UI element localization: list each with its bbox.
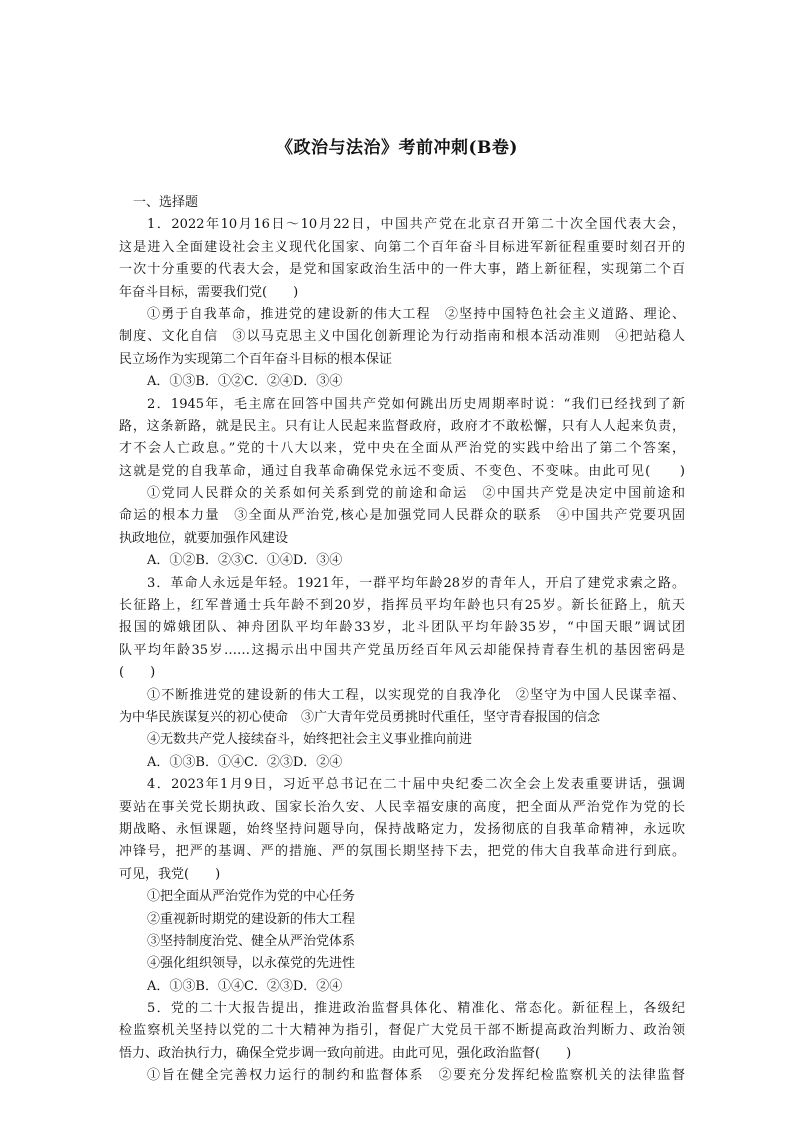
question-4-line: 要站在事关党长期执政、国家长治久安、人民幸福安康的高度，把全面从严治党作为党的长 bbox=[119, 799, 685, 815]
question-2-option-line: ①党同人民群众的关系如何关系到党的前途和命运 ②中国共产党是决定中国前途和 bbox=[147, 486, 685, 502]
question-2-answers: A．①②B．②③C．①④D．③④ bbox=[147, 553, 343, 569]
question-1-line: 1．2022年10月16日～10月22日，中国共产党在北京召开第二十次全国代表大会， bbox=[147, 217, 685, 233]
question-5-option-line: ①旨在健全完善权力运行的制约和监督体系 ②要充分发挥纪检监察机关的法律监督 bbox=[147, 1068, 685, 1084]
document-body bbox=[119, 192, 685, 1088]
question-4-option: ④强化组织领导，以永葆党的先进性 bbox=[147, 956, 356, 972]
question-4-answers: A．①③B．①④C．②③D．②④ bbox=[147, 978, 343, 994]
question-1-line: 年奋斗目标，需要我们党( ) bbox=[119, 284, 299, 300]
question-5-line: 检监察机关坚持以党的二十大精神为指引，督促广大党员干部不断提高政治判断力、政治领 bbox=[119, 1023, 685, 1039]
question-4-option: ③坚持制度治党、健全从严治党体系 bbox=[147, 933, 356, 949]
question-4-line: 可见，我党( ) bbox=[119, 866, 221, 882]
question-3-line: 3．革命人永远是年轻。1921年，一群平均年龄28岁的青年人，开启了建党求索之路。 bbox=[147, 575, 685, 591]
question-1-line: 一次十分重要的代表大会，是党和国家政治生活中的一件大事，踏上新征程，实现第二个百 bbox=[119, 262, 685, 278]
question-3-answers: A．①③B．①④C．②③D．②④ bbox=[147, 754, 343, 770]
question-4-line: 期战略、永恒课题，始终坚持问题导向，保持战略定力，发扬彻底的自我革命精神，永远吹 bbox=[119, 821, 685, 837]
question-2-line: 这就是党的自我革命，通过自我革命确保党永远不变质、不变色、不变味。由此可见( ) bbox=[119, 463, 685, 479]
question-1-option-line: 民立场作为实现第二个百年奋斗目标的根本保证 bbox=[119, 351, 393, 367]
question-1-answers: A．①③B．①②C．②④D．③④ bbox=[147, 374, 343, 390]
question-3-line: 报国的嫦娥团队、神舟团队平均年龄33岁，北斗团队平均年龄35岁，“中国天眼”调试团 bbox=[119, 620, 685, 636]
question-4-line: 冲锋号，把严的基调、严的措施、严的氛围长期坚持下去，把党的伟大自我革命进行到底。 bbox=[119, 844, 685, 860]
question-3-option-line: ④无数共产党人接续奋斗，始终把社会主义事业推向前进 bbox=[147, 732, 473, 748]
question-1-option-line: ①勇于自我革命，推进党的建设新的伟大工程 ②坚持中国特色社会主义道路、理论、 bbox=[147, 306, 685, 322]
question-1-line: 这是进入全面建设社会主义现代化国家、向第二个百年奋斗目标进军新征程重要时刻召开的 bbox=[119, 239, 685, 255]
question-2-line: 才不会人亡政息。”党的十八大以来，党中央在全面从严治党的实践中给出了第二个答案， bbox=[119, 441, 685, 457]
question-5-line: 悟力、政治执行力，确保全党步调一致向前进。由此可见，强化政治监督( ) bbox=[119, 1045, 572, 1061]
question-2-line: 2．1945年，毛主席在回答中国共产党如何跳出历史周期率时说：“我们已经找到了新 bbox=[147, 396, 685, 412]
question-2-option-line: 命运的根本力量 ③全面从严治党,核心是加强党同人民群众的联系 ④中国共产党要巩固 bbox=[119, 508, 685, 524]
question-2-option-line: 执政地位，就要加强作风建设 bbox=[119, 530, 289, 546]
question-3-line: 长征路上，红军普通士兵年龄不到20岁，指挥员平均年龄也只有25岁。新长征路上，航天 bbox=[119, 598, 685, 614]
question-3-line: ( ) bbox=[119, 665, 156, 681]
question-5-line: 5．党的二十大报告提出，推进政治监督具体化、精准化、常态化。新征程上，各级纪 bbox=[147, 1001, 685, 1017]
question-3-option-line: 为中华民族谋复兴的初心使命 ③广大青年党员勇挑时代重任，坚守青春报国的信念 bbox=[119, 709, 601, 725]
question-1-option-line: 制度、文化自信 ③以马克思主义中国化创新理论为行动指南和根本活动准则 ④把站稳人 bbox=[119, 329, 685, 345]
question-4-line: 4．2023年1月9日，习近平总书记在二十届中央纪委二次全会上发表重要讲话，强调 bbox=[147, 777, 685, 793]
question-4-option: ①把全面从严治党作为党的中心任务 bbox=[147, 889, 356, 905]
question-2-line: 路，这条新路，就是民主。只有让人民起来监督政府，政府才不敢松懈，只有人人起来负责， bbox=[119, 418, 685, 434]
question-3-option-line: ①不断推进党的建设新的伟大工程，以实现党的自我净化 ②坚守为中国人民谋幸福、 bbox=[147, 687, 685, 703]
question-4-option: ②重视新时期党的建设新的伟大工程 bbox=[147, 911, 356, 927]
page-title: 《政治与法治》考前冲刺(B卷) bbox=[276, 138, 518, 158]
section-heading: 一、选择题 bbox=[133, 195, 199, 210]
question-3-line: 队平均年龄35岁……这揭示出中国共产党虽历经百年风云却能保持青春生机的基因密码是 bbox=[119, 642, 685, 658]
